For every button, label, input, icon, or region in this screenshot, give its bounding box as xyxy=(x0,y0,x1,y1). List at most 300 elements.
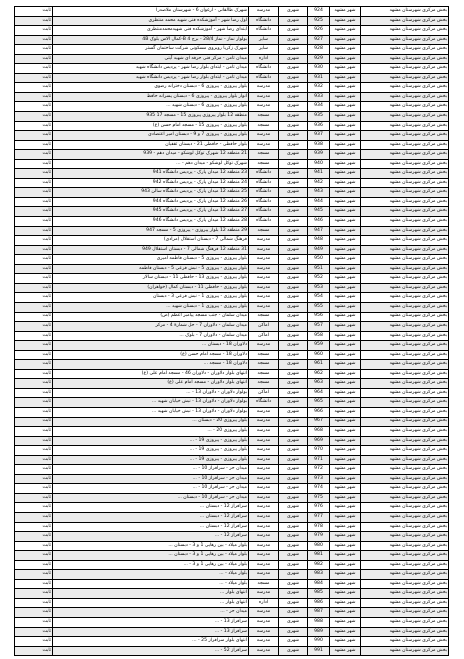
table-row xyxy=(15,197,449,207)
city-cell: شهر مشهد xyxy=(330,551,361,561)
table-row xyxy=(15,369,449,379)
area-type-cell: شهری xyxy=(279,398,308,408)
address-cell: 23 منطقه 12 میدان پارک - پردیس دانشگاه 941 xyxy=(53,169,249,179)
city-cell: شهر مشهد xyxy=(330,102,361,112)
status-cell: ثابت xyxy=(15,236,53,246)
region-cell: بخش مرکزی شهرستان مشهد xyxy=(361,64,449,74)
area-type-cell: شهری xyxy=(279,493,308,503)
table-row xyxy=(15,274,449,284)
table-row xyxy=(15,646,449,656)
place-type-cell: مدرسه xyxy=(249,627,279,637)
status-cell: ثابت xyxy=(15,589,53,599)
place-type-cell: مدرسه xyxy=(249,236,279,246)
location-table xyxy=(14,6,449,656)
region-cell: بخش مرکزی شهرستان مشهد xyxy=(361,245,449,255)
table-row xyxy=(15,618,449,628)
region-cell: بخش مرکزی شهرستان مشهد xyxy=(361,474,449,484)
area-type-cell: شهری xyxy=(279,102,308,112)
table-row xyxy=(15,570,449,580)
row-number-cell: 932 xyxy=(308,83,330,93)
place-type-cell: دانشگاه xyxy=(249,217,279,227)
row-number-cell: 929 xyxy=(308,54,330,64)
place-type-cell: مدرسه xyxy=(249,646,279,656)
city-cell: شهر مشهد xyxy=(330,54,361,64)
city-cell: شهر مشهد xyxy=(330,379,361,389)
row-number-cell: 946 xyxy=(308,217,330,227)
region-cell: بخش مرکزی شهرستان مشهد xyxy=(361,217,449,227)
table-row xyxy=(15,331,449,341)
address-cell: فرهنگ شمالی 7 - دبستان استقلال (مرادی) xyxy=(53,236,249,246)
table-row xyxy=(15,532,449,542)
address-cell: بلوار پیروزی - پیروزی 13 - حافظی 11 - دبستان سالار xyxy=(53,274,249,284)
status-cell: ثابت xyxy=(15,302,53,312)
place-type-cell: اماکن xyxy=(249,331,279,341)
address-cell: بلوار پیروزی 20 - ... xyxy=(53,427,249,437)
table-row xyxy=(15,360,449,370)
area-type-cell: شهری xyxy=(279,331,308,341)
address-cell: اول رضا شهر - آموزشکده فنی شهید محمد منتظری xyxy=(53,16,249,26)
area-type-cell: شهری xyxy=(279,217,308,227)
row-number-cell: 975 xyxy=(308,493,330,503)
area-type-cell: شهری xyxy=(279,350,308,360)
table-row xyxy=(15,627,449,637)
region-cell: بخش مرکزی شهرستان مشهد xyxy=(361,341,449,351)
place-type-cell: دانشگاه xyxy=(249,26,279,36)
region-cell: بخش مرکزی شهرستان مشهد xyxy=(361,26,449,36)
row-number-cell: 953 xyxy=(308,283,330,293)
city-cell: شهر مشهد xyxy=(330,302,361,312)
region-cell: بخش مرکزی شهرستان مشهد xyxy=(361,637,449,647)
area-type-cell: شهری xyxy=(279,64,308,74)
region-cell: بخش مرکزی شهرستان مشهد xyxy=(361,388,449,398)
region-cell: بخش مرکزی شهرستان مشهد xyxy=(361,646,449,656)
place-type-cell: اماکن xyxy=(249,388,279,398)
status-cell: ثابت xyxy=(15,73,53,83)
address-cell: شهرک توکل لوشکو - میدان دهم - ... xyxy=(53,159,249,169)
city-cell: شهر مشهد xyxy=(330,618,361,628)
table-row xyxy=(15,312,449,322)
status-cell: ثابت xyxy=(15,388,53,398)
city-cell: شهر مشهد xyxy=(330,255,361,265)
table-row xyxy=(15,217,449,227)
area-type-cell: شهری xyxy=(279,637,308,647)
place-type-cell: دانشگاه xyxy=(249,398,279,408)
status-cell: ثابت xyxy=(15,570,53,580)
status-cell: ثابت xyxy=(15,312,53,322)
status-cell: ثابت xyxy=(15,446,53,456)
row-number-cell: 963 xyxy=(308,379,330,389)
city-cell: شهر مشهد xyxy=(330,83,361,93)
area-type-cell: شهری xyxy=(279,608,308,618)
place-type-cell: مدرسه xyxy=(249,102,279,112)
table-row xyxy=(15,131,449,141)
area-type-cell: شهری xyxy=(279,484,308,494)
area-type-cell: شهری xyxy=(279,627,308,637)
row-number-cell: 937 xyxy=(308,131,330,141)
row-number-cell: 955 xyxy=(308,302,330,312)
area-type-cell: شهری xyxy=(279,245,308,255)
city-cell: شهر مشهد xyxy=(330,178,361,188)
region-cell: بخش مرکزی شهرستان مشهد xyxy=(361,274,449,284)
area-type-cell: شهری xyxy=(279,427,308,437)
address-cell: بلوار میلاد - بین رهایی 1 و 3 - دبستان ... xyxy=(53,541,249,551)
status-cell: ثابت xyxy=(15,484,53,494)
table-row xyxy=(15,322,449,332)
region-cell: بخش مرکزی شهرستان مشهد xyxy=(361,236,449,246)
row-number-cell: 934 xyxy=(308,102,330,112)
city-cell: شهر مشهد xyxy=(330,112,361,122)
table-row xyxy=(15,236,449,246)
place-type-cell: مدرسه xyxy=(249,264,279,274)
row-number-cell: 977 xyxy=(308,512,330,522)
region-cell: بخش مرکزی شهرستان مشهد xyxy=(361,121,449,131)
region-cell: بخش مرکزی شهرستان مشهد xyxy=(361,92,449,102)
table-row xyxy=(15,188,449,198)
city-cell: شهر مشهد xyxy=(330,570,361,580)
place-type-cell: مدرسه xyxy=(249,274,279,284)
place-type-cell: مدرسه xyxy=(249,570,279,580)
area-type-cell: شهری xyxy=(279,226,308,236)
status-cell: ثابت xyxy=(15,341,53,351)
row-number-cell: 985 xyxy=(308,589,330,599)
table-row xyxy=(15,350,449,360)
status-cell: ثابت xyxy=(15,551,53,561)
address-cell: بلوار پیروزی - پیروزی 19 - ... xyxy=(53,436,249,446)
city-cell: شهر مشهد xyxy=(330,646,361,656)
city-cell: شهر مشهد xyxy=(330,541,361,551)
status-cell: ثابت xyxy=(15,465,53,475)
place-type-cell: اداره xyxy=(249,54,279,64)
place-type-cell: مدرسه xyxy=(249,417,279,427)
status-cell: ثابت xyxy=(15,541,53,551)
table-row xyxy=(15,302,449,312)
region-cell: بخش مرکزی شهرستان مشهد xyxy=(361,159,449,169)
status-cell: ثابت xyxy=(15,140,53,150)
address-cell: میدان ثامن - ابتدای بلوار رضا شهر - پردیس دانشگاه شهید xyxy=(53,64,249,74)
place-type-cell: دانشگاه xyxy=(249,188,279,198)
status-cell: ثابت xyxy=(15,35,53,45)
status-cell: ثابت xyxy=(15,112,53,122)
place-type-cell: مدرسه xyxy=(249,92,279,102)
table-row xyxy=(15,159,449,169)
place-type-cell: سایر xyxy=(249,45,279,55)
region-cell: بخش مرکزی شهرستان مشهد xyxy=(361,312,449,322)
status-cell: ثابت xyxy=(15,436,53,446)
row-number-cell: 988 xyxy=(308,618,330,628)
region-cell: بخش مرکزی شهرستان مشهد xyxy=(361,379,449,389)
table-row xyxy=(15,388,449,398)
place-type-cell: مدرسه xyxy=(249,541,279,551)
area-type-cell: شهری xyxy=(279,560,308,570)
city-cell: شهر مشهد xyxy=(330,312,361,322)
table-row xyxy=(15,446,449,456)
region-cell: بخش مرکزی شهرستان مشهد xyxy=(361,398,449,408)
table-row xyxy=(15,503,449,513)
place-type-cell: مدرسه xyxy=(249,618,279,628)
area-type-cell: شهری xyxy=(279,197,308,207)
address-cell: بلوار پیروزی 20 - دبستان ... xyxy=(53,417,249,427)
address-cell: شهرک طالقانی - ارغوان 6 - شهرستان ملاصدرا xyxy=(53,7,249,17)
area-type-cell: شهری xyxy=(279,646,308,656)
place-type-cell: اماکن xyxy=(249,322,279,332)
address-cell: سرافراز 13 - ... xyxy=(53,618,249,628)
row-number-cell: 936 xyxy=(308,121,330,131)
place-type-cell: مدرسه xyxy=(249,493,279,503)
status-cell: ثابت xyxy=(15,226,53,236)
row-number-cell: 966 xyxy=(308,407,330,417)
table-row xyxy=(15,112,449,122)
table-row xyxy=(15,598,449,608)
row-number-cell: 961 xyxy=(308,360,330,370)
address-cell: 28 منطقه 12 میدان پارک - پردیس دانشگاه 946 xyxy=(53,217,249,227)
address-cell: بلوار پیروزی - پیروزی 5 - نبش فرعی 5 - دبستان فاطمه xyxy=(53,264,249,274)
area-type-cell: شهری xyxy=(279,446,308,456)
place-type-cell: مدرسه xyxy=(249,474,279,484)
city-cell: شهر مشهد xyxy=(330,446,361,456)
place-type-cell: مدرسه xyxy=(249,551,279,561)
place-type-cell: مدرسه xyxy=(249,255,279,265)
table-row xyxy=(15,7,449,17)
row-number-cell: 979 xyxy=(308,532,330,542)
address-cell: بولوار دلاوران - دلاوران 13 - نبش خیابان شهید ... xyxy=(53,407,249,417)
city-cell: شهر مشهد xyxy=(330,92,361,102)
address-cell: بلوار پیروزی - پیروزی 6 - دبستان شهید ... xyxy=(53,102,249,112)
place-type-cell: مدرسه xyxy=(249,503,279,513)
city-cell: شهر مشهد xyxy=(330,465,361,475)
row-number-cell: 991 xyxy=(308,646,330,656)
region-cell: بخش مرکزی شهرستان مشهد xyxy=(361,417,449,427)
region-cell: بخش مرکزی شهرستان مشهد xyxy=(361,45,449,55)
city-cell: شهر مشهد xyxy=(330,226,361,236)
region-cell: بخش مرکزی شهرستان مشهد xyxy=(361,264,449,274)
table-row xyxy=(15,427,449,437)
address-cell: 29 منطقه 12 بلوار پیروزی - پیروزی 5 - مسجد 947 xyxy=(53,226,249,236)
status-cell: ثابت xyxy=(15,264,53,274)
address-cell: بولوار دلاوران - دلاوران 13 - ... xyxy=(53,388,249,398)
table-row xyxy=(15,436,449,446)
row-number-cell: 987 xyxy=(308,608,330,618)
place-type-cell: مدرسه xyxy=(249,302,279,312)
city-cell: شهر مشهد xyxy=(330,407,361,417)
table-row xyxy=(15,589,449,599)
city-cell: شهر مشهد xyxy=(330,140,361,150)
address-cell: شهرک زکریا روبروی مسکونی شرکت ساختمان گستر xyxy=(53,45,249,55)
city-cell: شهر مشهد xyxy=(330,207,361,217)
address-cell: سرافراز 12 - ... xyxy=(53,532,249,542)
region-cell: بخش مرکزی شهرستان مشهد xyxy=(361,283,449,293)
area-type-cell: شهری xyxy=(279,293,308,303)
place-type-cell: مدرسه xyxy=(249,245,279,255)
city-cell: شهر مشهد xyxy=(330,360,361,370)
region-cell: بخش مرکزی شهرستان مشهد xyxy=(361,73,449,83)
status-cell: ثابت xyxy=(15,579,53,589)
city-cell: شهر مشهد xyxy=(330,236,361,246)
area-type-cell: شهری xyxy=(279,16,308,26)
address-cell: بلوار پیروزی - پیروزی 1 - نبش فرعی 3 - دبستان xyxy=(53,293,249,303)
place-type-cell: مدرسه xyxy=(249,283,279,293)
region-cell: بخش مرکزی شهرستان مشهد xyxy=(361,140,449,150)
city-cell: شهر مشهد xyxy=(330,388,361,398)
place-type-cell: مدرسه xyxy=(249,407,279,417)
table-row xyxy=(15,474,449,484)
city-cell: شهر مشهد xyxy=(330,427,361,437)
place-type-cell: مسجد xyxy=(249,379,279,389)
place-type-cell: مدرسه xyxy=(249,293,279,303)
address-cell: انتهای بلوار ... xyxy=(53,589,249,599)
status-cell: ثابت xyxy=(15,417,53,427)
region-cell: بخش مرکزی شهرستان مشهد xyxy=(361,465,449,475)
place-type-cell: دانشگاه xyxy=(249,207,279,217)
area-type-cell: شهری xyxy=(279,322,308,332)
row-number-cell: 942 xyxy=(308,178,330,188)
city-cell: شهر مشهد xyxy=(330,264,361,274)
city-cell: شهر مشهد xyxy=(330,627,361,637)
city-cell: شهر مشهد xyxy=(330,493,361,503)
status-cell: ثابت xyxy=(15,369,53,379)
row-number-cell: 980 xyxy=(308,541,330,551)
row-number-cell: 935 xyxy=(308,112,330,122)
city-cell: شهر مشهد xyxy=(330,436,361,446)
city-cell: شهر مشهد xyxy=(330,331,361,341)
status-cell: ثابت xyxy=(15,532,53,542)
area-type-cell: شهری xyxy=(279,255,308,265)
table-row xyxy=(15,150,449,160)
place-type-cell: اداره xyxy=(249,598,279,608)
row-number-cell: 969 xyxy=(308,436,330,446)
region-cell: بخش مرکزی شهرستان مشهد xyxy=(361,169,449,179)
row-number-cell: 960 xyxy=(308,350,330,360)
region-cell: بخش مرکزی شهرستان مشهد xyxy=(361,83,449,93)
place-type-cell: مسجد xyxy=(249,112,279,122)
place-type-cell: مدرسه xyxy=(249,589,279,599)
city-cell: شهر مشهد xyxy=(330,322,361,332)
place-type-cell: مدرسه xyxy=(249,83,279,93)
row-number-cell: 941 xyxy=(308,169,330,179)
region-cell: بخش مرکزی شهرستان مشهد xyxy=(361,512,449,522)
place-type-cell: مدرسه xyxy=(249,341,279,351)
area-type-cell: شهری xyxy=(279,551,308,561)
region-cell: بخش مرکزی شهرستان مشهد xyxy=(361,178,449,188)
area-type-cell: شهری xyxy=(279,312,308,322)
status-cell: ثابت xyxy=(15,598,53,608)
status-cell: ثابت xyxy=(15,83,53,93)
region-cell: بخش مرکزی شهرستان مشهد xyxy=(361,436,449,446)
place-type-cell: مسجد xyxy=(249,369,279,379)
address-cell: 27 منطقه 12 میدان پارک - پردیس دانشگاه 945 xyxy=(53,207,249,217)
region-cell: بخش مرکزی شهرستان مشهد xyxy=(361,150,449,160)
row-number-cell: 938 xyxy=(308,140,330,150)
city-cell: شهر مشهد xyxy=(330,45,361,55)
row-number-cell: 970 xyxy=(308,446,330,456)
status-cell: ثابت xyxy=(15,121,53,131)
region-cell: بخش مرکزی شهرستان مشهد xyxy=(361,131,449,141)
table-row xyxy=(15,178,449,188)
row-number-cell: 978 xyxy=(308,522,330,532)
city-cell: شهر مشهد xyxy=(330,245,361,255)
address-cell: 31 منطقه 12 فرهنگ شمالی 7 - دبستان استقلال 949 xyxy=(53,245,249,255)
region-cell: بخش مرکزی شهرستان مشهد xyxy=(361,197,449,207)
table-row xyxy=(15,493,449,503)
address-cell: بلوار میلاد - ... xyxy=(53,579,249,589)
area-type-cell: شهری xyxy=(279,512,308,522)
place-type-cell: دانشگاه xyxy=(249,178,279,188)
place-type-cell: مدرسه xyxy=(249,637,279,647)
region-cell: بخش مرکزی شهرستان مشهد xyxy=(361,350,449,360)
city-cell: شهر مشهد xyxy=(330,512,361,522)
status-cell: ثابت xyxy=(15,54,53,64)
region-cell: بخش مرکزی شهرستان مشهد xyxy=(361,427,449,437)
place-type-cell: مدرسه xyxy=(249,131,279,141)
row-number-cell: 972 xyxy=(308,465,330,475)
status-cell: ثابت xyxy=(15,255,53,265)
row-number-cell: 981 xyxy=(308,551,330,561)
table-row xyxy=(15,207,449,217)
status-cell: ثابت xyxy=(15,493,53,503)
table-row xyxy=(15,579,449,589)
place-type-cell: مدرسه xyxy=(249,465,279,475)
row-number-cell: 939 xyxy=(308,150,330,160)
area-type-cell: شهری xyxy=(279,474,308,484)
region-cell: بخش مرکزی شهرستان مشهد xyxy=(361,551,449,561)
region-cell: بخش مرکزی شهرستان مشهد xyxy=(361,522,449,532)
address-cell: بلوار پیروزی - پیروزی 5 - دبستان فاطمه امیری xyxy=(53,255,249,265)
row-number-cell: 983 xyxy=(308,570,330,580)
row-number-cell: 986 xyxy=(308,598,330,608)
address-cell: 21 منطقه 12 شهرک توکل لوشکو - میدان دهم - 939 xyxy=(53,150,249,160)
status-cell: ثابت xyxy=(15,188,53,198)
region-cell: بخش مرکزی شهرستان مشهد xyxy=(361,608,449,618)
table-row xyxy=(15,83,449,93)
address-cell: سرافراز 12 - دبستان ... xyxy=(53,503,249,513)
address-cell: 26 منطقه 12 میدان پارک - پردیس دانشگاه 944 xyxy=(53,197,249,207)
city-cell: شهر مشهد xyxy=(330,73,361,83)
table-row xyxy=(15,398,449,408)
address-cell: 25 منطقه 12 میدان پارک - پردیس دانشگاه سالن 943 xyxy=(53,188,249,198)
place-type-cell: مدرسه xyxy=(249,455,279,465)
area-type-cell: شهری xyxy=(279,369,308,379)
city-cell: شهر مشهد xyxy=(330,64,361,74)
area-type-cell: شهری xyxy=(279,121,308,131)
status-cell: ثابت xyxy=(15,379,53,389)
table-row xyxy=(15,512,449,522)
table-row xyxy=(15,379,449,389)
table-row xyxy=(15,341,449,351)
city-cell: شهر مشهد xyxy=(330,121,361,131)
status-cell: ثابت xyxy=(15,217,53,227)
region-cell: بخش مرکزی شهرستان مشهد xyxy=(361,570,449,580)
area-type-cell: شهری xyxy=(279,522,308,532)
region-cell: بخش مرکزی شهرستان مشهد xyxy=(361,532,449,542)
status-cell: ثابت xyxy=(15,646,53,656)
region-cell: بخش مرکزی شهرستان مشهد xyxy=(361,188,449,198)
status-cell: ثابت xyxy=(15,350,53,360)
region-cell: بخش مرکزی شهرستان مشهد xyxy=(361,627,449,637)
place-type-cell: مدرسه xyxy=(249,560,279,570)
address-cell: میدان حر - ... xyxy=(53,608,249,618)
area-type-cell: شهری xyxy=(279,503,308,513)
region-cell: بخش مرکزی شهرستان مشهد xyxy=(361,541,449,551)
city-cell: شهر مشهد xyxy=(330,150,361,160)
address-cell: بلوار پیروزی - پیروزی 7 و 9 - دبستان امیر اعتضادی xyxy=(53,131,249,141)
address-cell: بلوار میلاد - بین رهایی 1 و 3 - دبستان ... xyxy=(53,551,249,561)
row-number-cell: 926 xyxy=(308,26,330,36)
area-type-cell: شهری xyxy=(279,455,308,465)
address-cell: بلوار حافظی - حافظی 21 - دبستان ثقفیان xyxy=(53,140,249,150)
table-row xyxy=(15,522,449,532)
city-cell: شهر مشهد xyxy=(330,589,361,599)
table-row xyxy=(15,455,449,465)
table-row xyxy=(15,45,449,55)
